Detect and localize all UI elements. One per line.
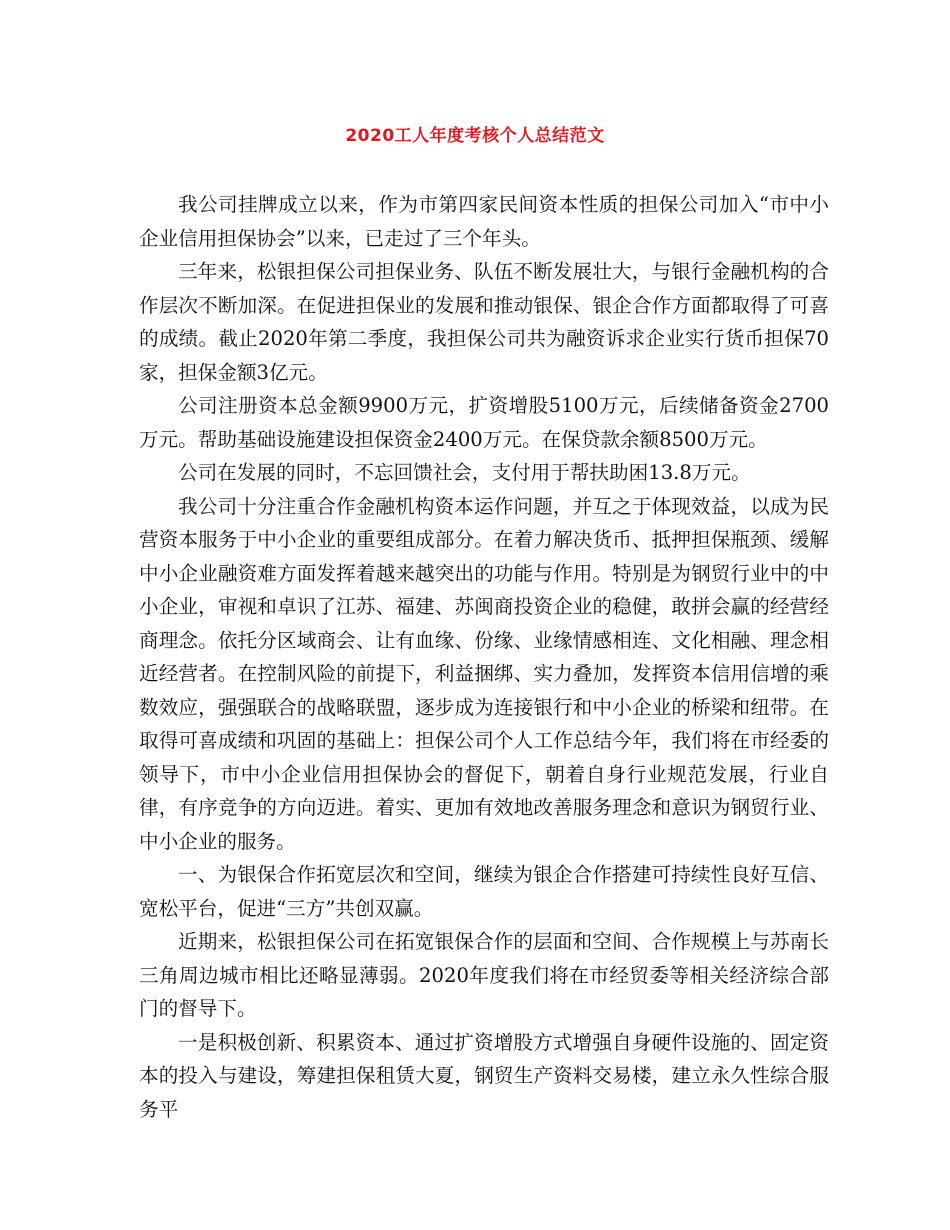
paragraph: 三年来，松银担保公司担保业务、队伍不断发展壮大，与银行金融机构的合作层次不断加深。在促进担保业的发展和推动银保、银企合作方面都取得了可喜的成绩。截止2020年第二季度，我担保公司共为融资诉求企业实行货币担保70家，担保金额3亿元。	[139, 260, 829, 384]
paragraph: 公司注册资本总金额9900万元，扩资增股5100万元，后续储备资金2700万元。帮助基础设施建设担保资金2400万元。在保贷款余额8500万元。	[139, 394, 829, 451]
paragraph: 一是积极创新、积累资本、通过扩资增股方式增强自身硬件设施的、固定资本的投入与建设，筹建担保租赁大夏，钢贸生产资料交易楼，建立永久性综合服务平	[139, 1030, 829, 1121]
paragraph: 公司在发展的同时，不忘回馈社会，支付用于帮扶助困13.8万元。	[178, 461, 751, 484]
document-title: 2020工人年度考核个人总结范文	[345, 126, 605, 146]
document-body	[139, 188, 829, 1126]
paragraph: 近期来，松银担保公司在拓宽银保合作的层面和空间、合作规模上与苏南长三角周边城市相比还略显薄弱。2020年度我们将在市经贸委等相关经济综合部门的督导下。	[139, 930, 829, 1020]
paragraph: 我公司挂牌成立以来，作为市第四家民间资本性质的担保公司加入“市中小企业信用担保协会”以来，已走过了三个年头。	[139, 193, 829, 250]
paragraph: 我公司十分注重合作金融机构资本运作问题，并互之于体现效益，以成为民营资本服务于中小企业的重要组成部分。在着力解决货币、抵押担保瓶颈、缓解中小企业融资难方面发挥着越来越突出的功能与作用。特别是为钢贸行业中的中小企业，审视和卓识了江苏、福建、苏闽商投资企业的稳健，敢拼会赢的经营经商理念。依托分区域商会、让有血缘、份缘、业缘情感相连、文化相融、理念相近经营者。在控制风险的前提下，利益捆绑、实力叠加，发挥资本信用信增的乘数效应，强强联合的战略联盟，逐步成为连接银行和中小企业的桥梁和纽带。在取得可喜成绩和巩固的基础上：担保公司个人工作总结今年，我们将在市经委的领导下，市中小企业信用担保协会的督促下，朝着自身行业规范发展，行业自律，有序竞争的方向迈进。着实、更加有效地改善服务理念和意识为钢贸行业、中小企业的服务。	[139, 494, 829, 853]
paragraph: 一、为银保合作拓宽层次和空间，继续为银企合作搭建可持续性良好互信、宽松平台，促进“三方”共创双赢。	[139, 863, 829, 920]
